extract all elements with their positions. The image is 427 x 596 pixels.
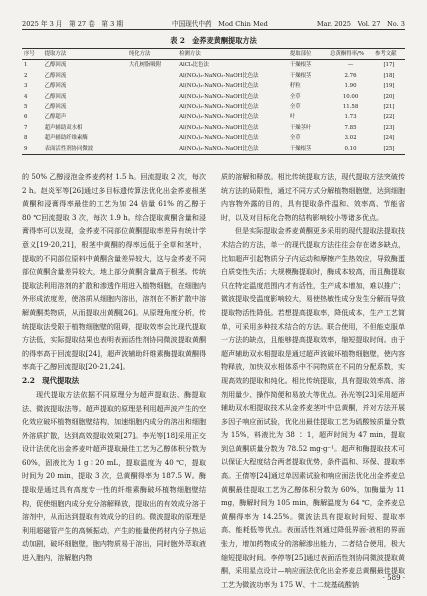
cell-no: 8 [24, 135, 28, 142]
cell-part: 干燥茎叶 [289, 124, 312, 131]
cell-method: 乙醇回流 [44, 93, 67, 100]
header-issue: 2025 年 3 月 第 27 卷 第 3 期 [22, 20, 123, 28]
cell-yield: 10.00 [342, 93, 359, 100]
cell-yield: 1.73 [344, 114, 357, 121]
table-row [22, 92, 405, 102]
cell-no: 2 [24, 72, 28, 79]
cell-detection: Al(NO₃)₃-NaNO₂-NaOH比色法 [179, 135, 259, 142]
cell-no: 7 [24, 124, 28, 131]
header-journal: 中国现代中药 Mod Chin Med [172, 20, 268, 28]
cell-part: 籽粒 [289, 83, 301, 90]
cell-detection: Al(NO₃)₃-NaNO₂-NaOH比色法 [179, 83, 259, 90]
cell-ref: [22] [383, 114, 395, 121]
left-text-column [22, 170, 206, 565]
cell-ref: [24] [383, 135, 395, 142]
cell-purification [127, 133, 177, 143]
cell-detection: Al(NO₃)₃-NaNO₂-NaOH比色法 [179, 93, 259, 100]
header-rule [22, 29, 405, 30]
cell-no: 6 [24, 114, 28, 121]
table-row [22, 123, 405, 133]
table-row [22, 81, 405, 91]
cell-purification [127, 81, 177, 91]
cell-no: 3 [24, 83, 28, 90]
body-paragraph: 现代提取方法依据不同原理分为超声提取法、酶提取法、微波提取法等。超声提取的原理是利用超声波产生的空化效应破坏植物细胞壁结构，加速细胞内成分的溶出和细胞外溶质扩散，达到高效提取效果[27]。李光等[18]采用正交设计法优化出金荞麦叶超声提取最佳工艺为乙醇体积分数为 60%，固液比为 1 g ∶ 20 mL，提取温度为 40 ℃，提取时间为 20 min，提取 3 次，总黄酮得率为 187.5 W。酶提取是通过具有高度专一性的纤维素酶破坏植物细胞壁结构，促使细胞内成分充分溶解释放，提取出的有效成分溶于溶剂中，从而达到提取有效成分的目的。微波提取的原理是利用超磁管产生的高频振动，产生的能量使药材内分子热运动加剧，破坏细胞壁，胞内物质易于溶出，同时胞外萃取液进入胞内，溶解胞内物 [22, 389, 206, 563]
header-issue-en: Mar. 2025 Vol. 27 No. 3 [316, 20, 405, 28]
cell-no: 9 [22, 144, 43, 155]
cell-method: 表面活性剂协同微波 [43, 144, 127, 155]
cell-ref: [21] [383, 104, 395, 111]
cell-method: 超声辅助双水相 [44, 124, 83, 131]
cell-part: 全草 [289, 135, 301, 142]
page-number: · 589 · [382, 574, 405, 582]
cell-no: 5 [24, 104, 28, 111]
cell-purification [127, 144, 177, 155]
cell-part: 干燥根茎 [289, 72, 312, 79]
cell-detection: AlCl₃比色法 [179, 62, 209, 69]
cell-detection: Al(NO₃)₃-NaNO₂-NaOH比色法 [177, 144, 288, 155]
cell-yield: — [347, 62, 354, 69]
cell-purification: 大孔树脂吸附 [128, 62, 162, 69]
cell-method: 乙醇回流 [44, 72, 67, 79]
col-header-ref: 参考文献 [373, 49, 405, 60]
cell-yield: 0.10 [328, 144, 373, 155]
cell-no: 1 [24, 62, 28, 69]
body-paragraph: 质的溶解和释放。相比传统提取方法，现代提取方法突破传统方法的局限性，通过不同方式分解植物细胞壁，达到细胞内容物外露的目的，具有提取条件温和、效率高、节能省时，以及对目标化合物的结构影响较小等诸多优点。 [221, 172, 405, 222]
body-paragraph: 但是实际提取金荞麦黄酮更多采用的现代提取法提取技术结合的方法，单一的现代提取方法往往会存在诸多缺点，比如超声引起物质分子内运动和摩擦产生热效应，导致酶蛋白质变性失活；大规模酶提取时，酶成本较高，而且酶提取只在特定温度范围内才有活性，生产成本增加，难以推广；微波提取受温度影响较大，易使热敏性成分发生分解而导致提取物活性降低。若想提高提取率，降低成本，生产工艺简单，可采用多种技术结合的方法。联合使用，不但能克服单一方法的缺点，且能够提高提取效率，缩短提取时间。由于超声辅助双水相提取是通过超声波破坏植物细胞壁，使内容物释放，加快双水相体系中不同物质在不同的分配系数，实现高效的提取和纯化。相比传统提取，具有提取效率高、溶剂用量少、操作简便和易放大等优点。孙光等[23]采用超声辅助双水相提取技术从金荞麦茎叶中总黄酮，并对方法开展多因子响应面试验，优化出最佳提取工艺为硫酸铵质量分数为 15%，料液比为 38 ∶ 1，超声时间为 47 min，提取到总黄酮质量分数为 78.52 mg·g⁻¹。超声和酶提取技术可以保证大程度结合两者提取优势，条件温和、环保、提取率高。王倩等[24]通过单因素试验和响应面法优化出金荞麦总黄酮最佳提取工艺为乙醇体积分数为 60%，加酶量为 11 mg，酶解时间为 105 min，酶解温度为 64 ℃，金荞麦总黄酮得率为 14.25%。微波法具有提取时间短、提取率高、能耗低等优点。表面活性剂通过降低界面-液相的界面张力，增加药物成分的溶解渗出能力，二者结合使用，极大缩短提取时间。李停等[25]通过表面活性剂协同微波提取黄酮，采用星点设计—响应面法优化出金荞麦总黄酮最佳提取工艺为微波功率为 175 W、十二烷基硫酸钠 [221, 226, 405, 589]
cell-method: 乙醇超声 [44, 114, 67, 121]
cell-method: 乙醇回流 [44, 62, 67, 69]
cell-purification [127, 71, 177, 81]
cell-method: 乙醇回流 [44, 83, 67, 90]
table-row [22, 102, 405, 112]
cell-detection: Al(NO₃)₃-NaNO₂-NaOH比色法 [179, 72, 259, 79]
extraction-methods-table [22, 48, 405, 155]
cell-ref: [25] [373, 144, 405, 155]
table-row [22, 60, 405, 71]
cell-part: 干燥根茎 [288, 144, 328, 155]
table-header-row [22, 49, 405, 60]
cell-ref: [23] [383, 124, 395, 131]
cell-no: 4 [24, 93, 28, 100]
body-paragraph: 的 50% 乙醇浸泡金荞麦药材 1.5 h。回流提取 2 次，每次 2 h。赵炎军等[26]通过多目标遗传算法优化出金荞麦根茎黄酮和浸膏得率最佳的工艺为加 24 倍量 61% 的乙醇于 80 ℃回流提取 3 次，每次 1.9 h。综合提取黄酮含量和浸膏得率可以发现，金荞麦不同部位黄酮提取率差异有统计学意义[19-20,21]，根茎中黄酮的得率远低于全草和茎叶，提取的不同部位原料中黄酮含量差异较大，这与金荞麦不同部位黄酮含量差异较大，地上部分黄酮含量高于根茎。传统提取法利用溶剂的扩散和渗透作用进入植物细胞，在细胞内外形成浓度差，使溶质从细胞内溶出，溶剂在不断扩散中溶解黄酮类物质，从而提取出黄酮[26]。从原理角度分析，传统提取法受限于植物细胞壁的阻碍，提取效率会比现代提取方法低，实际提取结果也表明表面活性剂协同微波提取黄酮的得率高于回流提取[24]，超声波辅助纤维素酶提取黄酮得率高于乙醇回流提取[20-21,24]。 [22, 172, 206, 372]
col-header-yield: 总黄酮得率/% [328, 49, 373, 60]
cell-purification [127, 92, 177, 102]
cell-ref: [17] [383, 62, 395, 69]
cell-method: 乙醇回流 [44, 104, 67, 111]
table-row [22, 112, 405, 122]
running-header [22, 14, 405, 28]
cell-ref: [20] [383, 93, 395, 100]
col-header-detection: 检测方法 [177, 49, 288, 60]
col-header-purification: 纯化方法 [127, 49, 177, 60]
cell-yield: 3.02 [344, 135, 357, 142]
cell-detection: Al(NO₃)₃-NaNO₂-NaOH比色法 [179, 104, 259, 111]
right-text-column [221, 170, 405, 591]
cell-ref: [18] [383, 72, 395, 79]
cell-method: 超声辅助纤维素酶 [44, 135, 88, 142]
cell-purification [127, 102, 177, 112]
cell-yield: 11.58 [342, 104, 359, 111]
cell-detection: Al(NO₃)₃-NaNO₂-NaOH比色法 [179, 114, 259, 121]
cell-yield: 1.90 [344, 83, 357, 90]
col-header-no: 序号 [22, 49, 43, 60]
table-row [22, 71, 405, 81]
cell-part: 叶 [289, 114, 296, 121]
section-heading: 2.2 现代提取法 [22, 375, 80, 385]
col-header-method: 提取方法 [43, 49, 127, 60]
table-row [22, 144, 405, 155]
cell-purification [127, 123, 177, 133]
cell-ref: [19] [383, 83, 395, 90]
cell-yield: 7.85 [344, 124, 357, 131]
cell-part: 干燥根茎 [289, 62, 312, 69]
table-row [22, 133, 405, 143]
cell-purification [127, 112, 177, 122]
cell-part: 全草 [289, 93, 301, 100]
table-caption: 表 2 金荞麦黄酮提取方法 [170, 36, 257, 45]
cell-yield: 2.76 [344, 72, 357, 79]
cell-part: 全草 [289, 104, 301, 111]
col-header-part: 提取部位 [288, 49, 328, 60]
cell-detection: Al(NO₃)₃-NaNO₂-NaOH比色法 [179, 124, 259, 131]
